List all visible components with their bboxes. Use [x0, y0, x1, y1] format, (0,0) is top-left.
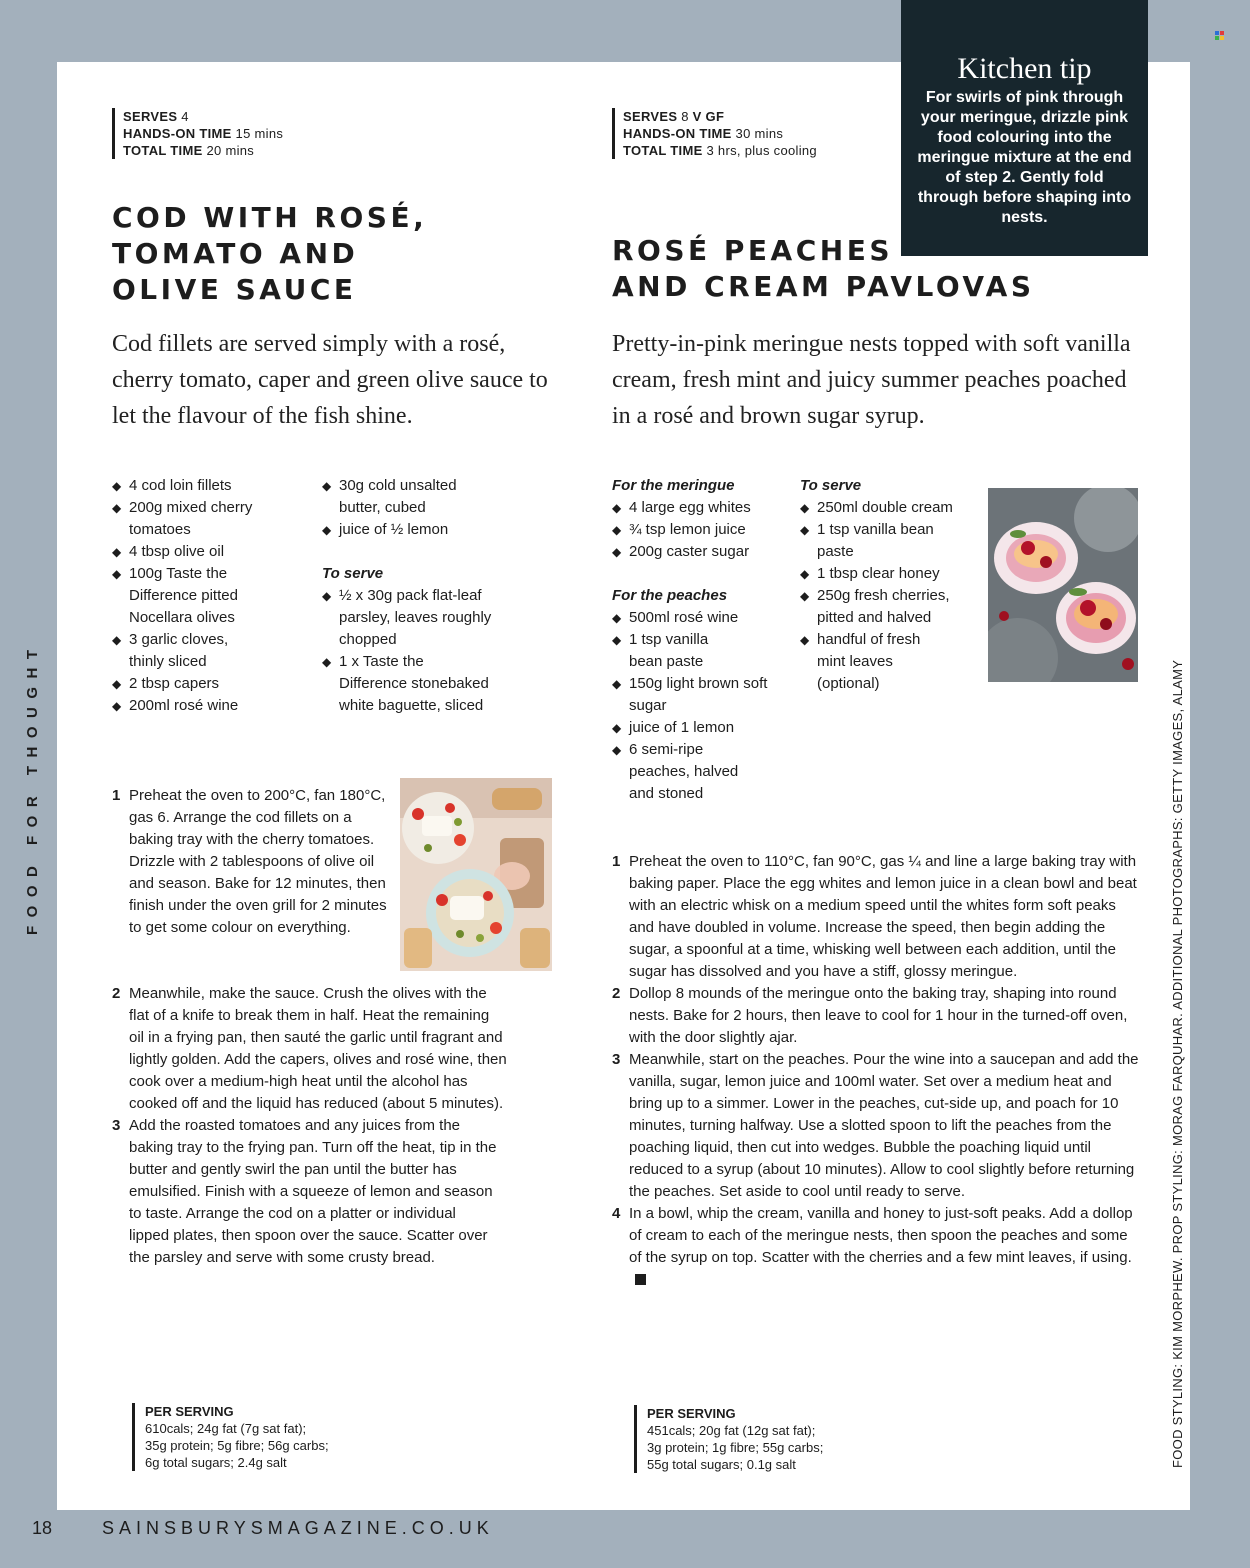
ingredient-item: ◆ 250g fresh cherries, pitted and halved	[800, 585, 980, 629]
footer-url[interactable]: SAINSBURYSMAGAZINE.CO.UK	[102, 1518, 494, 1538]
method-step: 2 Dollop 8 mounds of the meringue onto the baking tray, shaping into round nests. Bake for 2 hours, then leave to cool for 1 hour in the turned-off oven, with the door slightly ajar.	[612, 985, 1128, 1046]
section-label: FOOD FOR THOUGHT	[24, 641, 41, 935]
ingredient-item: ◆ 4 tbsp olive oil	[112, 541, 312, 563]
kitchen-tip-text: For swirls of pink through your meringue, drizzle pink food colouring into the meringue mixture at the end of step 2. Gently fold through before shaping into nests.	[917, 89, 1132, 226]
ingredient-item: ◆ 1 tbsp clear honey	[800, 563, 980, 585]
ingredient-item: ◆ 1 x Taste the Difference stonebaked white baguette, sliced	[322, 651, 492, 717]
brand-mark-icon	[1215, 31, 1227, 41]
ingredient-item: ◆ ½ x 30g pack flat-leaf parsley, leaves roughly chopped	[322, 585, 492, 651]
page-number: 18	[32, 1518, 53, 1538]
recipe2-meringue-heading: For the meringue	[612, 477, 735, 494]
method-step: 1 Preheat the oven to 110°C, fan 90°C, gas ¼ and line a large baking tray with baking paper. Place the egg whites and lemon juice in a clean bowl and beat with an electric whisk on a medium speed until the whites form soft peaks and have doubled in volume. Increase the speed, then begin adding the sugar, a spoonful at a time, whisking well between each addition, until the sugar has dissolved and you have a stiff, glossy meringue.	[612, 853, 1137, 980]
pavlova-illustration	[988, 488, 1138, 682]
ingredient-item: ◆ juice of ½ lemon	[322, 519, 492, 541]
method-step: 2 Meanwhile, make the sauce. Crush the olives with the flat of a knife to break them in half. Heat the remaining oil in a frying pan, then sauté the garlic until fragrant and lightly golden. Add the capers, olives and rosé wine, then cook over a medium-high heat until the alcohol has cooked off and the liquid has reduced (about 5 minutes).	[112, 985, 507, 1112]
recipe1-ingredients-col1	[112, 475, 312, 717]
kitchen-tip-box	[901, 0, 1148, 256]
ingredient-item: ◆ 30g cold unsalted butter, cubed	[322, 475, 492, 519]
decorative-notch	[0, 995, 57, 1107]
method-step: 3 Add the roasted tomatoes and any juices from the baking tray to the frying pan. Turn off the heat, tip in the butter and gently swirl the pan until the butter has emulsified. Finish with a squeeze of lemon and season to taste. Arrange the cod on a platter or individual lipped plates, then spoon over the sauce. Scatter over the parsley and serve with some crusty bread.	[112, 1117, 497, 1266]
recipe2-serve-list	[800, 497, 980, 695]
recipe2-intro: Pretty-in-pink meringue nests topped with soft vanilla cream, fresh mint and juicy summer peaches poached in a rosé and brown sugar syrup.	[612, 331, 1131, 429]
recipe1-title: COD WITH ROSÉ, TOMATO AND OLIVE SAUCE	[112, 201, 428, 306]
pavlova-photo	[988, 488, 1138, 682]
ingredient-item: ◆ 4 large egg whites	[612, 497, 792, 519]
ingredient-item: ◆ 6 semi-ripe peaches, halved and stoned	[612, 739, 782, 805]
recipe2-serve-heading: To serve	[800, 477, 862, 494]
recipe1-method-cont	[112, 983, 507, 1269]
recipe2-peaches-list	[612, 607, 782, 805]
ingredient-item: ◆ 1 tsp vanilla bean paste	[612, 629, 782, 673]
ingredient-item: ◆ 3 garlic cloves, thinly sliced	[112, 629, 312, 673]
cod-dish-illustration	[400, 778, 552, 971]
recipe2-method	[612, 851, 1142, 1291]
recipe2-meta: SERVES 8 V GF HANDS-ON TIME 30 mins TOTAL TIME 3 hrs, plus cooling	[612, 108, 817, 159]
recipe2-title: ROSÉ PEACHES AND CREAM PAVLOVAS	[612, 234, 1035, 303]
end-mark	[635, 1274, 646, 1285]
recipe1-method	[112, 785, 394, 939]
cod-dish-photo	[400, 778, 552, 971]
ingredient-item: ◆ ¾ tsp lemon juice	[612, 519, 792, 541]
recipe1-nutrition: PER SERVING 610cals; 24g fat (7g sat fat); 35g protein; 5g fibre; 56g carbs; 6g total sugars; 2.4g salt	[132, 1403, 329, 1471]
recipe1-serve-heading: To serve	[322, 565, 384, 582]
photo-credits: FOOD STYLING: KIM MORPHEW. PROP STYLING: MORAG FARQUHAR. ADDITIONAL PHOTOGRAPHS: GETTY IMAGES, ALAMY	[1170, 659, 1185, 1468]
ingredient-item: ◆ 200g caster sugar	[612, 541, 792, 563]
recipe1-serve-list	[322, 585, 492, 717]
ingredient-item: ◆ 2 tbsp capers	[112, 673, 312, 695]
recipe2-peaches-heading: For the peaches	[612, 587, 728, 604]
ingredient-item: ◆ 150g light brown soft sugar	[612, 673, 782, 717]
ingredient-item: ◆ handful of fresh mint leaves (optional)	[800, 629, 980, 695]
ingredient-item: ◆ 500ml rosé wine	[612, 607, 782, 629]
method-step: 3 Meanwhile, start on the peaches. Pour the wine into a saucepan and add the vanilla, sugar, lemon juice and 100ml water. Set over a medium heat and bring up to a simmer. Lower in the peaches, cut-side up, and poach for 10 minutes, turning halfway. Use a slotted spoon to lift the peaches from the poaching liquid, then cut into wedges. Bubble the poaching liquid until reduced to a syrup (about 10 minutes). Allow to cool slightly before returning the peaches. Set aside to cool until ready to serve.	[612, 1051, 1139, 1200]
method-step: 1 Preheat the oven to 200°C, fan 180°C, gas 6. Arrange the cod fillets on a baking tray with the cherry tomatoes. Drizzle with 2 tablespoons of olive oil and season. Bake for 12 minutes, then finish under the oven grill for 2 minutes to get some colour on everything.	[112, 787, 387, 936]
ingredient-item: ◆ 250ml double cream	[800, 497, 980, 519]
ingredient-item: ◆ 1 tsp vanilla bean paste	[800, 519, 980, 563]
recipe1-intro: Cod fillets are served simply with a rosé, cherry tomato, caper and green olive sauce to let the flavour of the fish shine.	[112, 331, 548, 429]
ingredient-item: ◆ 100g Taste the Difference pitted Nocellara olives	[112, 563, 312, 629]
ingredient-item: ◆ 200ml rosé wine	[112, 695, 312, 717]
method-step: 4 In a bowl, whip the cream, vanilla and honey to just-soft peaks. Add a dollop of cream to each of the meringue nests, then spoon the peaches and some of the syrup on top. Scatter with the cherries and a few mint leaves, if using.	[612, 1203, 1142, 1291]
kitchen-tip-title: Kitchen tip	[957, 52, 1092, 85]
ingredient-item: ◆ 200g mixed cherry tomatoes	[112, 497, 312, 541]
recipe2-nutrition: PER SERVING 451cals; 20g fat (12g sat fat); 3g protein; 1g fibre; 55g carbs; 55g total sugars; 0.1g salt	[634, 1405, 823, 1473]
ingredient-item: ◆ juice of 1 lemon	[612, 717, 782, 739]
recipe1-meta: SERVES 4 HANDS-ON TIME 15 mins TOTAL TIME 20 mins	[112, 108, 283, 159]
ingredient-item: ◆ 4 cod loin fillets	[112, 475, 312, 497]
recipe1-ingredients-col2	[322, 475, 492, 541]
recipe2-meringue-list	[612, 497, 792, 563]
decorative-notch	[0, 495, 57, 607]
